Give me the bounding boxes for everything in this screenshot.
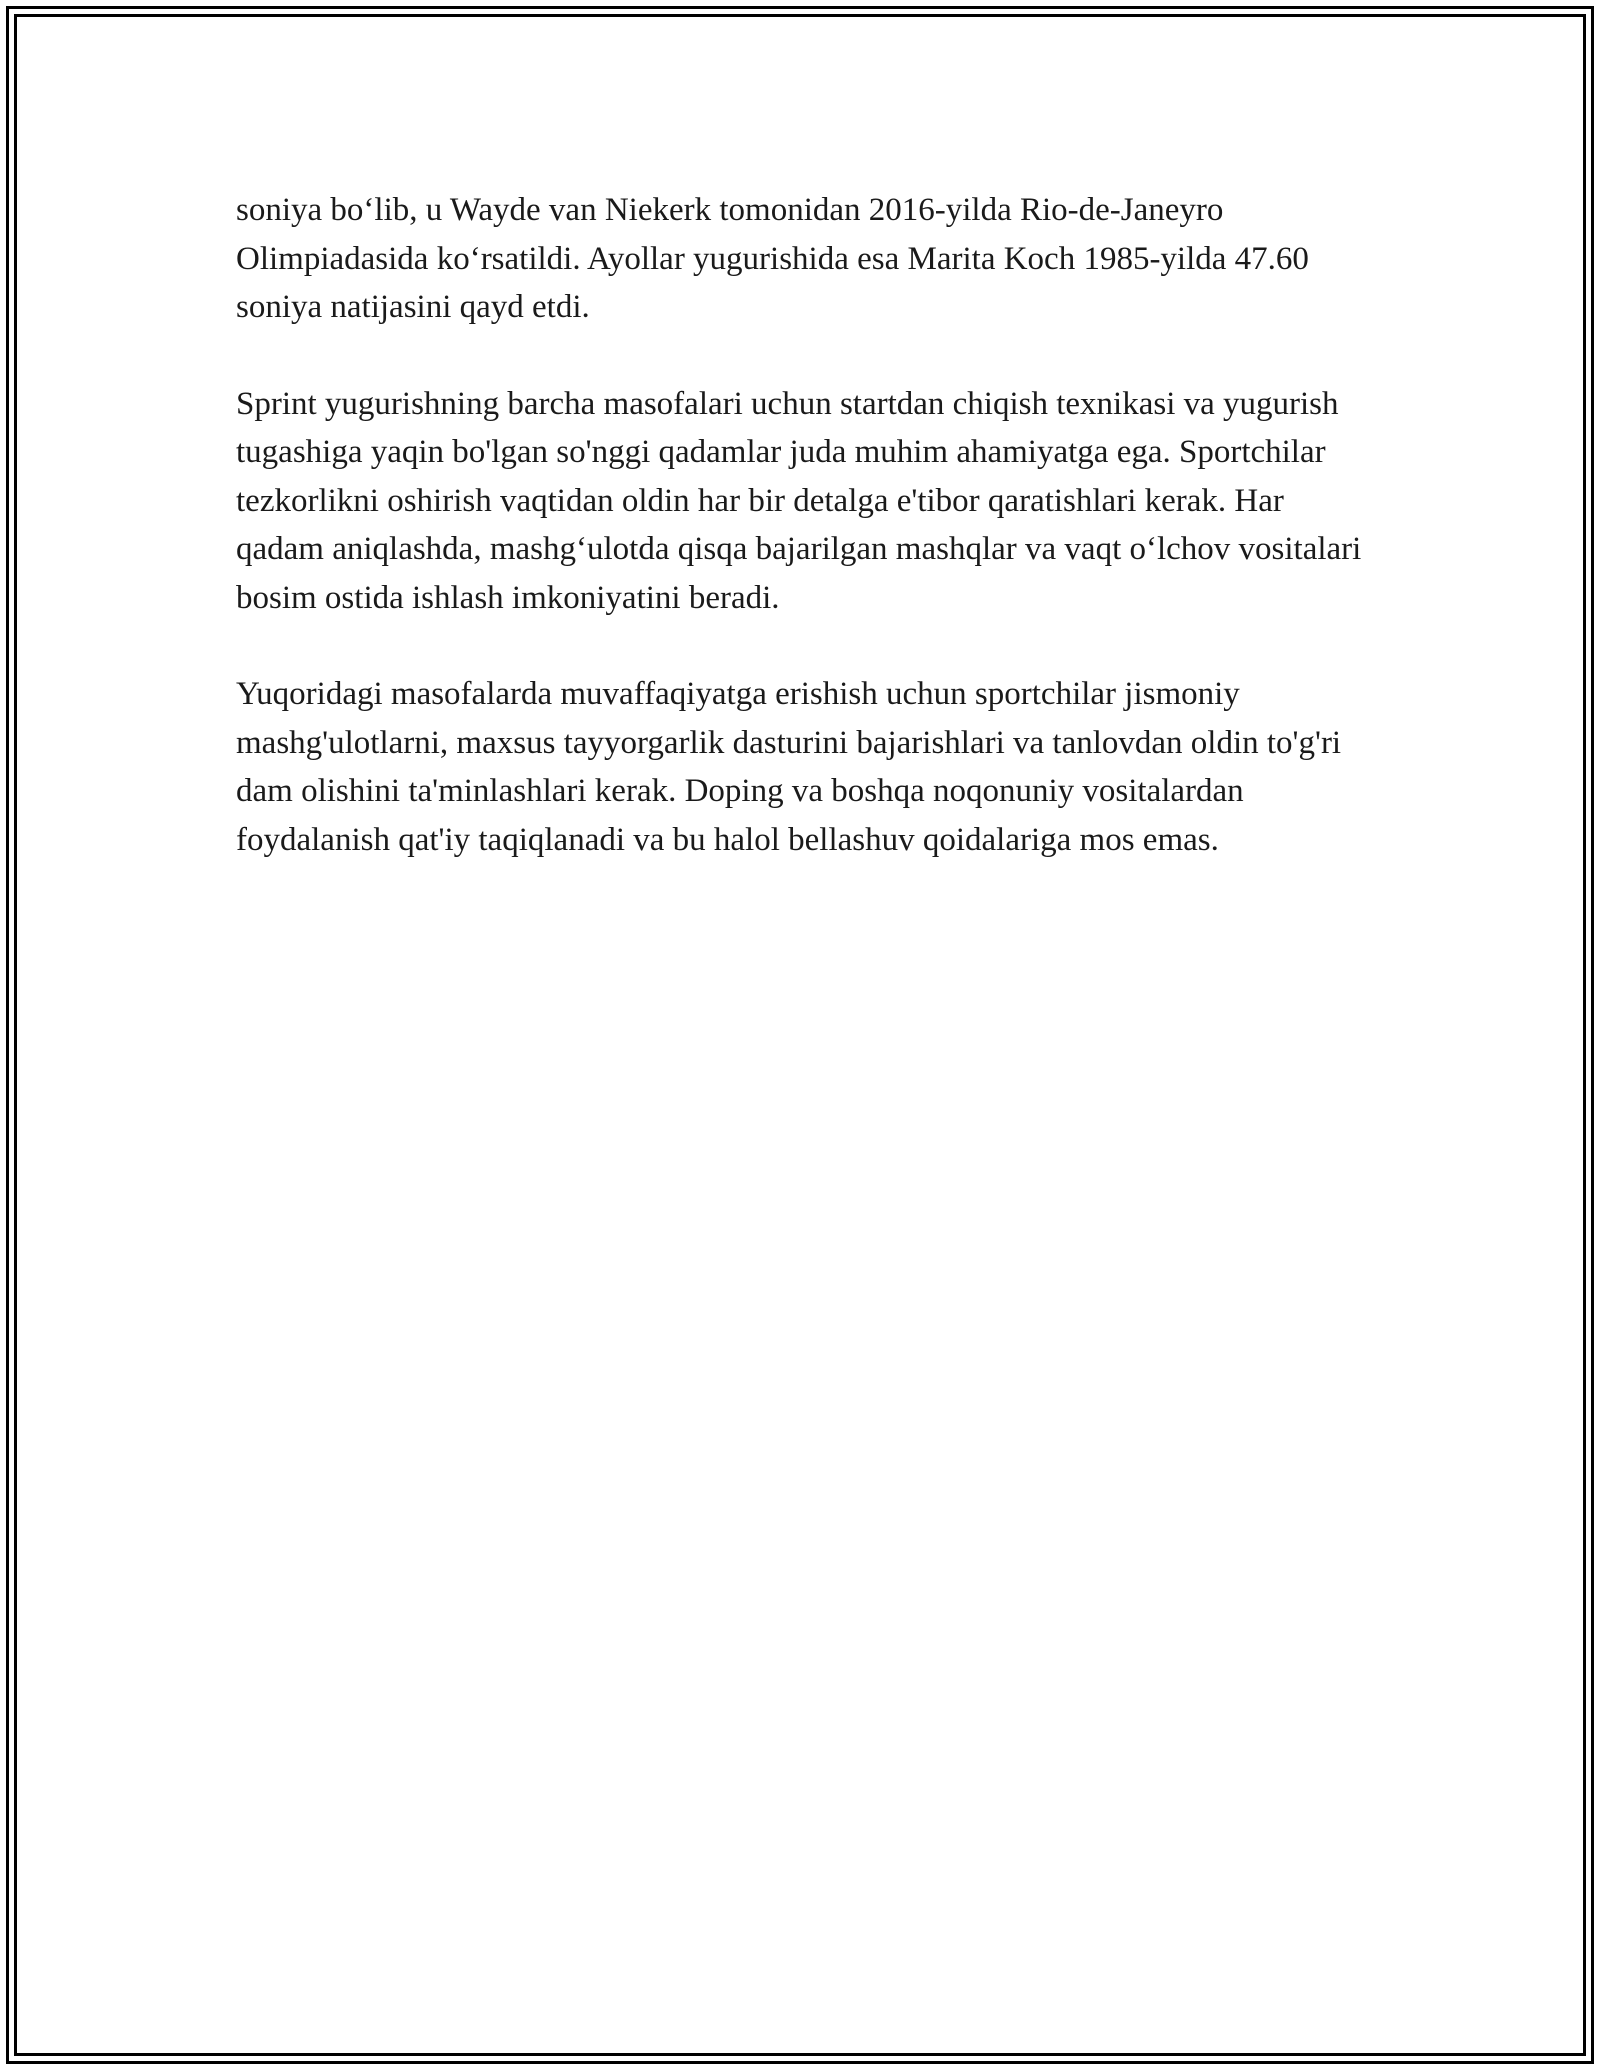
document-body: [236, 186, 1376, 912]
paragraph-1: soniya bo‘lib, u Wayde van Niekerk tomonidan 2016-yilda Rio-de-Janeyro Olimpiadasida ko‘rsatildi. Ayollar yugurishida esa Marita Koch 1985-yilda 47.60 soniya natijasini qayd etdi.: [236, 192, 1309, 325]
paragraph-2: Sprint yugurishning barcha masofalari uchun startdan chiqish texnikasi va yugurish tugashiga yaqin bo'lgan so'nggi qadamlar juda muhim ahamiyatga ega. Sportchilar tezkorlikni oshirish vaqtidan oldin har bir detalga e'tibor qaratishlari kerak. Har qadam aniqlashda, mashg‘ulotda qisqa bajarilgan mashqlar va vaqt o‘lchov vositalari bosim ostida ishlash imkoniyatini beradi.: [236, 385, 1362, 616]
paragraph-3: Yuqoridagi masofalarda muvaffaqiyatga erishish uchun sportchilar jismoniy mashg'ulotlarni, maxsus tayyorgarlik dasturini bajarishlari va tanlovdan oldin to'g'ri dam olishini ta'minlashlari kerak. Doping va boshqa noqonuniy vositalardan foydalanish qat'iy taqiqlanadi va bu halol bellashuv qoidalariga mos emas.: [236, 676, 1342, 858]
